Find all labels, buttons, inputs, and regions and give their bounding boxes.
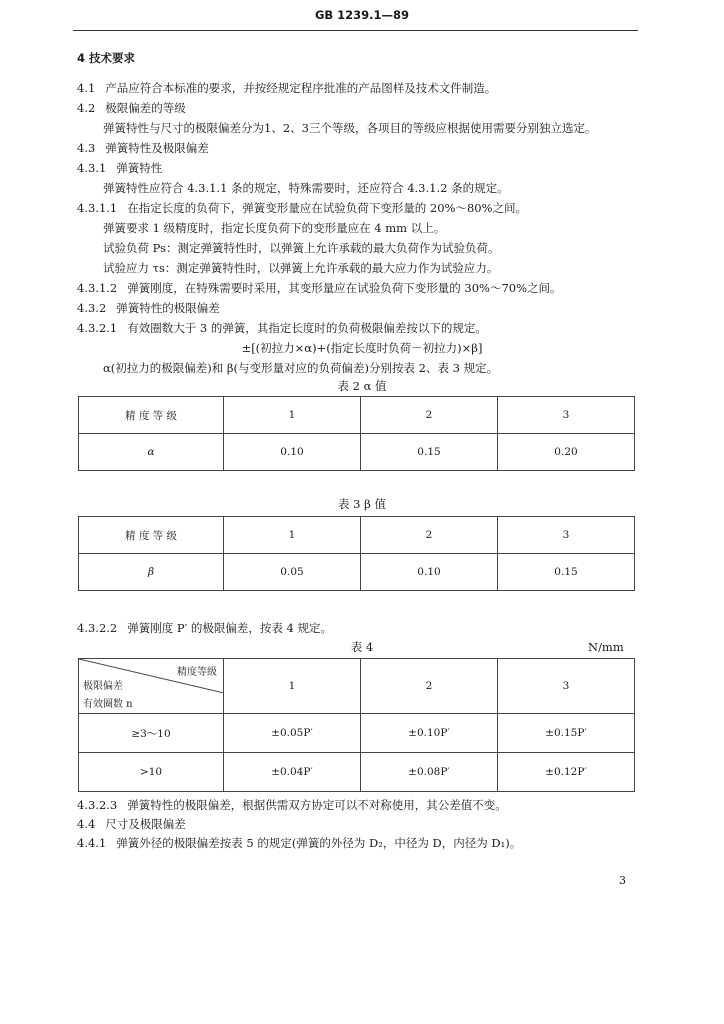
table-4-unit: N/mm — [588, 640, 624, 654]
table-row — [79, 397, 635, 434]
clause-4-3-1-2 — [77, 280, 562, 296]
clause-4-3-2-1-b: α(初拉力的极限偏差)和 β(与变形量对应的负荷偏差)分别按表 2、表 3 规定。 — [103, 361, 499, 375]
clause-number: 4.3.2.2 — [77, 621, 118, 635]
table-header-cell: 1 — [224, 397, 361, 434]
page-header: GB 1239.1—89 — [314, 8, 410, 22]
corner-label-coils: 有效圈数 n — [83, 699, 133, 710]
table-cell: ±0.15P′ — [498, 714, 635, 753]
clause-text: 弹簧外径的极限偏差按表 5 的规定(弹簧的外径为 D₂，中径为 D，内径为 D₁)。 — [116, 836, 522, 850]
clause-number: 4.1 — [77, 81, 96, 95]
table-header-cell: 2 — [361, 397, 498, 434]
clause-4-3-1-1-c: 试验负荷 Ps：测定弹簧特性时，以弹簧上允许承载的最大负荷作为试验负荷。 — [103, 241, 500, 255]
table-row-label: β — [79, 554, 224, 591]
table-row-label: >10 — [79, 753, 224, 792]
clause-number: 4.3.2.1 — [77, 321, 118, 335]
clause-4-3-1-1 — [77, 200, 527, 216]
section-4-heading: 4 技术要求 — [77, 51, 136, 65]
clause-text: 极限偏差的等级 — [105, 101, 186, 115]
clause-text: 有效圈数大于 3 的弹簧，其指定长度时的负荷极限偏差按以下的规定。 — [127, 321, 487, 335]
clause-number: 4.3 — [77, 141, 96, 155]
table-3 — [78, 516, 635, 591]
clause-text: 在指定长度的负荷下，弹簧变形量应在试验负荷下变形量的 20%～80%之间。 — [127, 201, 528, 215]
clause-number: 4.4 — [77, 817, 96, 831]
table-cell: ±0.04P′ — [224, 753, 361, 792]
clause-text: 弹簧特性的极限偏差 — [116, 301, 220, 315]
clause-text: 弹簧特性及极限偏差 — [105, 141, 209, 155]
table-header-cell: 3 — [498, 517, 635, 554]
corner-label-deviation: 极限偏差 — [83, 681, 123, 692]
corner-label-grade: 精度等级 — [177, 667, 217, 678]
table-header-cell: 3 — [498, 659, 635, 714]
table-header-cell: 1 — [224, 517, 361, 554]
table-4-caption: 表 4 — [350, 640, 374, 654]
page-number: 3 — [619, 874, 626, 887]
clause-4-3-2-1 — [77, 320, 487, 336]
clause-4-3-1 — [77, 160, 162, 176]
table-2 — [78, 396, 635, 471]
table-row — [79, 753, 635, 792]
clause-text: 弹簧特性的极限偏差，根据供需双方协定可以不对称使用，其公差值不变。 — [127, 798, 507, 812]
clause-number: 4.4.1 — [77, 836, 107, 850]
table-cell: 0.15 — [361, 434, 498, 471]
clause-number: 4.3.2.3 — [77, 798, 118, 812]
clause-text: 产品应符合本标准的要求，并按经规定程序批准的产品图样及技术文件制造。 — [105, 81, 497, 95]
clause-4-1 — [77, 80, 496, 96]
clause-number: 4.3.1 — [77, 161, 107, 175]
clause-number: 4.3.1.2 — [77, 281, 118, 295]
table-row — [79, 517, 635, 554]
table-cell: 0.10 — [361, 554, 498, 591]
table-row-label: ≥3～10 — [79, 714, 224, 753]
clause-text: 弹簧刚度 P′ 的极限偏差，按表 4 规定。 — [127, 621, 333, 635]
table-header-cell: 1 — [224, 659, 361, 714]
clause-4-3-2-3 — [77, 797, 507, 813]
table-row — [79, 659, 635, 714]
table-header-cell: 精 度 等 级 — [79, 397, 224, 434]
clause-4-3 — [77, 140, 209, 156]
table-cell: 0.15 — [498, 554, 635, 591]
clause-text: 弹簧刚度，在特殊需要时采用，其变形量应在试验负荷下变形量的 30%～70%之间。 — [127, 281, 562, 295]
clause-number: 4.3.1.1 — [77, 201, 118, 215]
clause-4-3-1-body: 弹簧特性应符合 4.3.1.1 条的规定，特殊需要时，还应符合 4.3.1.2 条的规定。 — [103, 181, 509, 195]
header-rule — [73, 30, 638, 31]
clause-4-3-1-1-d: 试验应力 τs：测定弹簧特性时，以弹簧上允许承载的最大应力作为试验应力。 — [103, 261, 499, 275]
clause-4-3-2-2 — [77, 620, 332, 636]
table-header-cell: 2 — [361, 517, 498, 554]
clause-4-4 — [77, 816, 186, 832]
table-cell: 0.10 — [224, 434, 361, 471]
table-header-cell: 精 度 等 级 — [79, 517, 224, 554]
table-row-label: α — [79, 434, 224, 471]
table-cell: ±0.12P′ — [498, 753, 635, 792]
clause-4-2 — [77, 100, 186, 116]
table-row — [79, 554, 635, 591]
table-2-caption: 表 2 α 值 — [337, 379, 387, 393]
clause-number: 4.2 — [77, 101, 96, 115]
table-header-cell: 2 — [361, 659, 498, 714]
clause-number: 4.3.2 — [77, 301, 107, 315]
clause-text: 弹簧特性 — [116, 161, 163, 175]
clause-text: 尺寸及极限偏差 — [105, 817, 186, 831]
clause-4-4-1 — [77, 835, 521, 851]
clause-4-3-1-1-b: 弹簧要求 1 级精度时，指定长度负荷下的变形量应在 4 mm 以上。 — [103, 221, 446, 235]
clause-4-3-2 — [77, 300, 220, 316]
table-cell: 0.20 — [498, 434, 635, 471]
clause-4-2-body: 弹簧特性与尺寸的极限偏差分为1、2、3三个等级，各项目的等级应根据使用需要分别独立选定。 — [103, 121, 597, 135]
table-cell: ±0.05P′ — [224, 714, 361, 753]
table-header-cell: 3 — [498, 397, 635, 434]
formula: ±[(初拉力×α)+(指定长度时负荷－初拉力)×β] — [241, 341, 483, 355]
table-row — [79, 714, 635, 753]
table-cell: 0.05 — [224, 554, 361, 591]
table-cell: ±0.10P′ — [361, 714, 498, 753]
table-cell: ±0.08P′ — [361, 753, 498, 792]
table-4 — [78, 658, 635, 792]
table-corner-cell — [79, 659, 224, 714]
table-row — [79, 434, 635, 471]
table-3-caption: 表 3 β 值 — [338, 497, 386, 511]
